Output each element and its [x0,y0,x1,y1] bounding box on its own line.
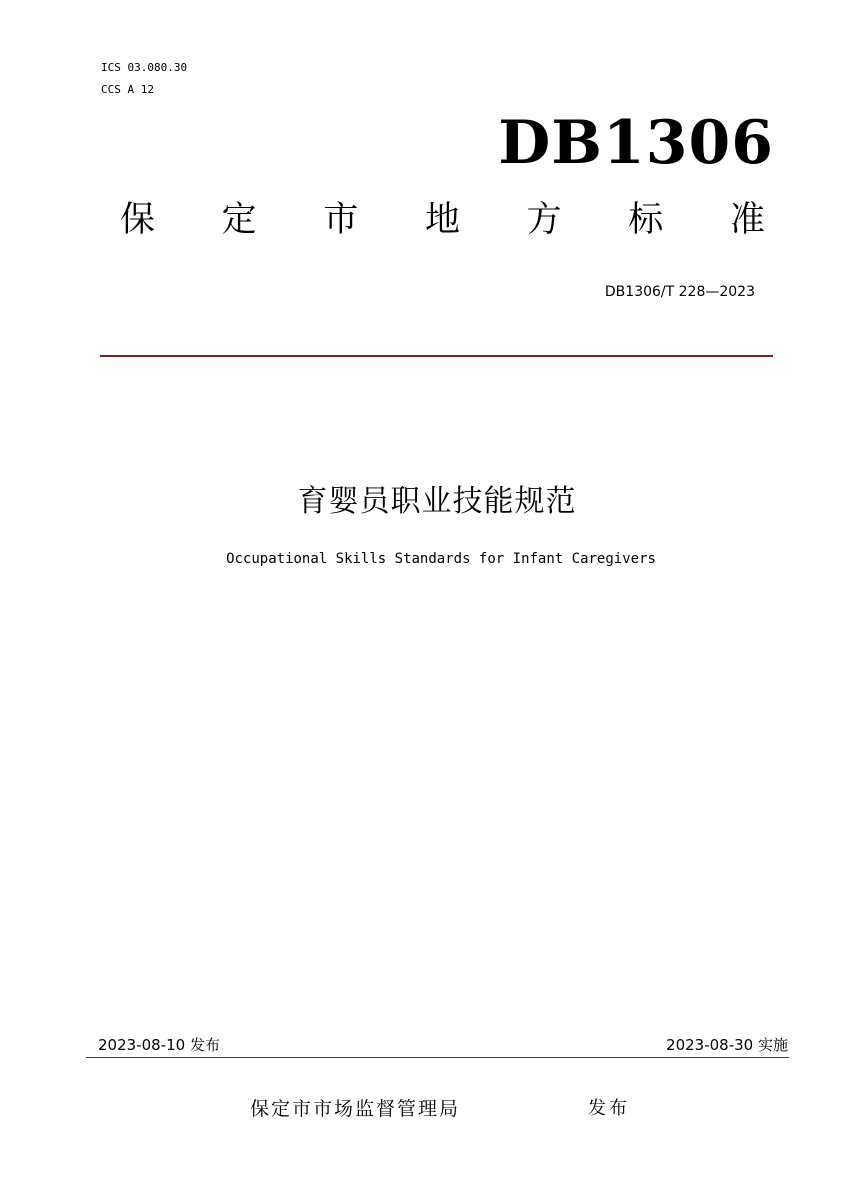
issuing-authority: 保定市市场监督管理局 [250,1098,461,1120]
effective-date: 2023-08-30 实施 [666,1036,788,1054]
standard-type-char: 准 [729,200,765,240]
standard-type-char: 市 [323,200,359,240]
standard-number: DB1306/T 228—2023 [604,284,755,300]
ics-code: ICS 03.080.30 [101,61,188,74]
standard-type-char: 保 [120,200,156,240]
ccs-code: CCS A 12 [101,83,154,96]
standard-type-heading [120,196,765,244]
publish-date: 2023-08-10 发布 [98,1036,220,1054]
standard-type-char: 地 [424,200,460,240]
standard-type-char: 定 [221,200,257,240]
standard-type-char: 标 [628,200,664,240]
footer-divider [86,1057,789,1058]
db-code-logo: DB1306 [498,108,774,178]
standard-type-char: 方 [526,200,562,240]
document-title: 育婴员职业技能规范 [297,484,577,519]
header-divider [100,355,773,357]
issuer-action: 发布 [588,1098,630,1119]
document-title-english: Occupational Skills Standards for Infant Caregivers [226,551,656,567]
